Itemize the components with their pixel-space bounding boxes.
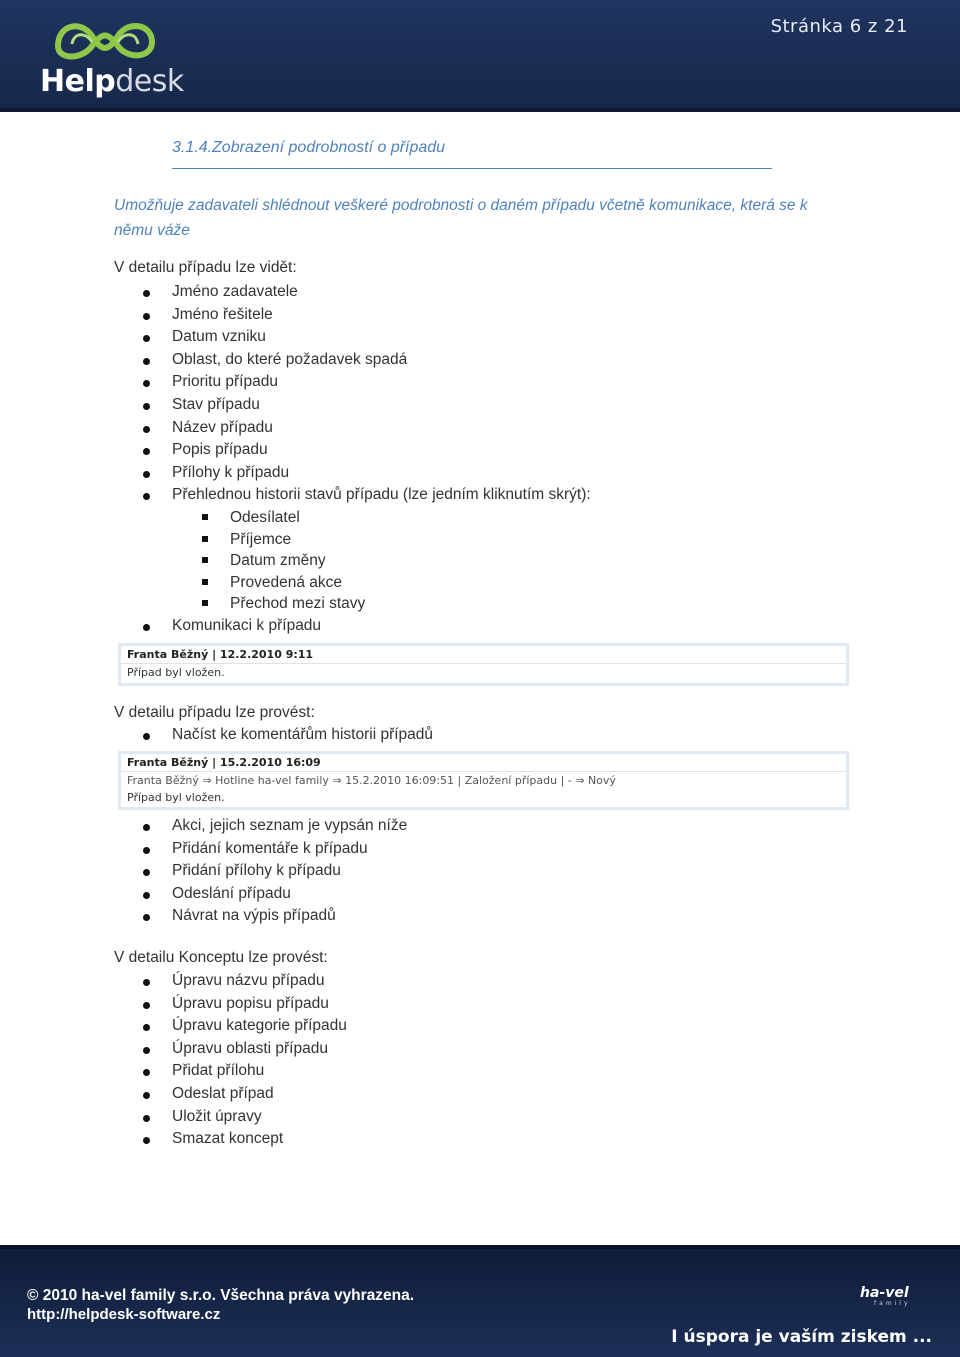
history-entry: Franta Běžný ⇒ Hotline ha-vel family ⇒ 15.2.2010 16:09:51 | Založení případu | - ⇒ Nový bbox=[127, 774, 616, 787]
copyright-text: © 2010 ha-vel family s.r.o. Všechna práva vyhrazena. bbox=[27, 1287, 415, 1304]
sub-list-item: Provedená akce bbox=[114, 572, 365, 594]
helpdesk-logo-icon bbox=[50, 16, 160, 62]
view-list-tail bbox=[114, 615, 321, 638]
havel-logo: ha-vel bbox=[860, 1285, 909, 1301]
list-item: Název případu bbox=[114, 417, 591, 440]
page-header bbox=[0, 0, 960, 112]
list-item: Popis případu bbox=[114, 439, 591, 462]
list-item: Přílohy k případu bbox=[114, 462, 591, 485]
comment-text: Případ byl vložen. bbox=[127, 666, 225, 679]
list-item: Přidání komentáře k případu bbox=[114, 838, 407, 861]
list-item: Návrat na výpis případů bbox=[114, 905, 407, 928]
list-item: Jméno zadavatele bbox=[114, 281, 591, 304]
history-sub-list bbox=[114, 507, 365, 615]
sub-list-item: Příjemce bbox=[114, 529, 365, 551]
footer-slogan: I úspora je vaším ziskem ... bbox=[671, 1327, 932, 1347]
list-item: Smazat koncept bbox=[114, 1128, 347, 1151]
list-item: Stav případu bbox=[114, 394, 591, 417]
sub-list-item: Odesílatel bbox=[114, 507, 365, 529]
list-item: Datum vzniku bbox=[114, 326, 591, 349]
list-item: Odeslat případ bbox=[114, 1083, 347, 1106]
footer-url[interactable]: http://helpdesk-software.cz bbox=[27, 1306, 221, 1323]
view-list bbox=[114, 281, 591, 507]
comment-author-date: Franta Běžný | 12.2.2010 9:11 bbox=[121, 646, 846, 664]
view-heading: V detailu případu lze vidět: bbox=[114, 259, 297, 276]
logo-wordmark: Helpdesk bbox=[40, 64, 184, 99]
helpdesk-logo bbox=[38, 16, 184, 102]
list-item: Uložit úpravy bbox=[114, 1106, 347, 1129]
title-underline bbox=[172, 168, 772, 169]
actions-list bbox=[114, 815, 407, 928]
list-item: Přidat přílohu bbox=[114, 1060, 347, 1083]
sub-list-item: Přechod mezi stavy bbox=[114, 593, 365, 615]
list-item: Úpravu popisu případu bbox=[114, 993, 347, 1016]
history-author-date: Franta Běžný | 15.2.2010 16:09 bbox=[121, 754, 846, 772]
list-item: Přehlednou historii stavů případu (lze jedním kliknutím skrýt): bbox=[114, 484, 591, 507]
section-intro: Umožňuje zadavateli shlédnout veškeré podrobnosti o daném případu včetně komunikace, která se k němu váže bbox=[114, 197, 808, 239]
section-title: 3.1.4.Zobrazení podrobností o případu bbox=[172, 139, 446, 156]
list-item: Úpravu názvu případu bbox=[114, 970, 347, 993]
page-indicator: Stránka 6 z 21 bbox=[770, 16, 908, 37]
page-footer bbox=[0, 1245, 960, 1357]
history-text: Případ byl vložen. bbox=[127, 791, 225, 804]
sub-list-item: Datum změny bbox=[114, 550, 365, 572]
list-item: Jméno řešitele bbox=[114, 304, 591, 327]
list-item: Odeslání případu bbox=[114, 883, 407, 906]
list-item: Úpravu kategorie případu bbox=[114, 1015, 347, 1038]
list-item: Načíst ke komentářům historii případů bbox=[114, 724, 433, 747]
actions-heading: V detailu případu lze provést: bbox=[114, 704, 315, 721]
list-item: Úpravu oblasti případu bbox=[114, 1038, 347, 1061]
comment-screenshot bbox=[118, 643, 849, 686]
list-item: Akci, jejich seznam je vypsán níže bbox=[114, 815, 407, 838]
list-item: Komunikaci k případu bbox=[114, 615, 321, 638]
concept-heading: V detailu Konceptu lze provést: bbox=[114, 949, 328, 966]
list-item: Přidání přílohy k případu bbox=[114, 860, 407, 883]
list-item: Prioritu případu bbox=[114, 371, 591, 394]
havel-logo-sub: family bbox=[874, 1300, 911, 1307]
actions-list-first bbox=[114, 724, 433, 747]
history-screenshot bbox=[118, 751, 849, 810]
list-item: Oblast, do které požadavek spadá bbox=[114, 349, 591, 372]
concept-list bbox=[114, 970, 347, 1151]
